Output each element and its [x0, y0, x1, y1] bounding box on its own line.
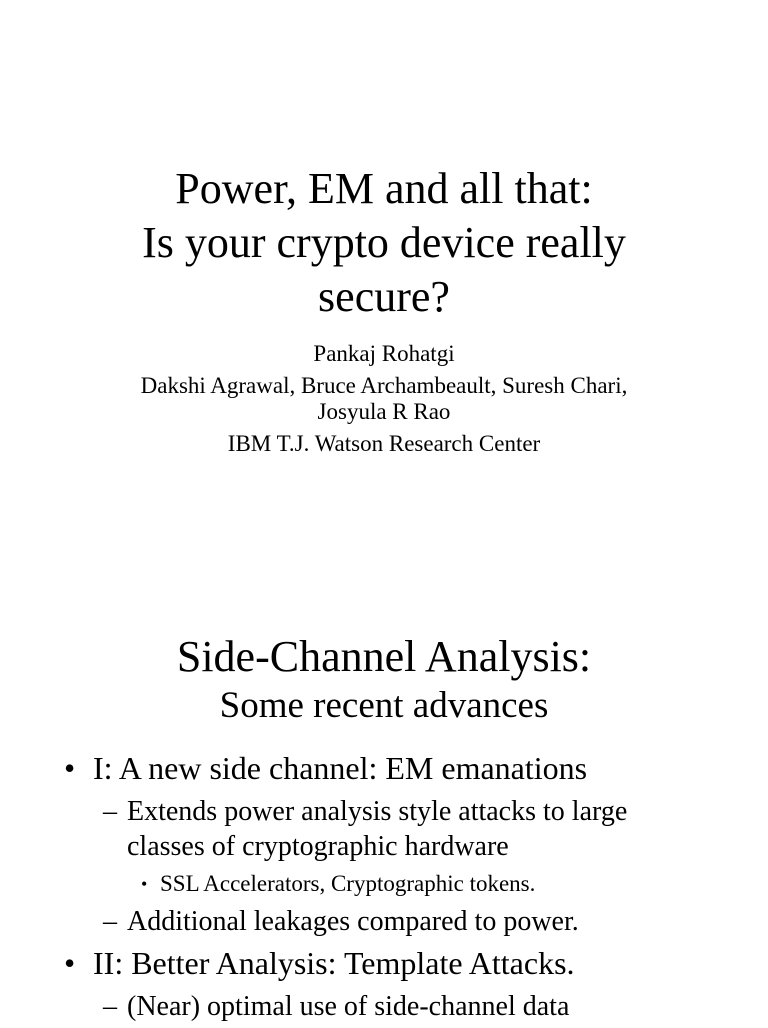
title-line: Is your crypto device really	[142, 218, 626, 267]
dash-marker: –	[103, 906, 117, 937]
bullet-text: (Near) optimal use of side-channel data	[127, 991, 570, 1022]
coauthors-line: Dakshi Agrawal, Bruce Archambeault, Suresh Chari,	[140, 373, 628, 398]
bullet-marker: •	[64, 945, 76, 981]
bullet-text: SSL Accelerators, Cryptographic tokens.	[160, 871, 536, 896]
bullet-item-level-1	[0, 748, 768, 788]
slide-subheading: Some recent advances	[219, 685, 549, 726]
title-slide	[0, 0, 768, 512]
bullet-text: Extends power analysis style attacks to large classes of cryptographic hardware	[127, 796, 628, 862]
bullet-marker: •	[141, 874, 148, 894]
slide-heading: Side-Channel Analysis:	[176, 632, 592, 681]
dash-marker: –	[103, 796, 117, 827]
bullet-text: II: Better Analysis: Template Attacks.	[93, 945, 575, 981]
bullet-item-level-2	[0, 904, 768, 939]
bullet-list	[0, 748, 768, 1028]
dash-marker: –	[103, 991, 117, 1022]
bullet-text: Additional leakages compared to power.	[127, 906, 579, 937]
bullet-text: I: A new side channel: EM emanations	[93, 750, 588, 786]
author-block	[0, 338, 768, 460]
presenter-name: Pankaj Rohatgi	[313, 341, 455, 366]
affiliation: IBM T.J. Watson Research Center	[227, 431, 541, 456]
slide-title	[0, 162, 768, 324]
coauthors-line: Josyula R Rao	[317, 399, 451, 424]
title-line: secure?	[318, 272, 450, 321]
bullet-item-level-2	[0, 989, 768, 1024]
bullet-item-level-1	[0, 943, 768, 983]
bullet-item-level-3	[0, 868, 768, 900]
bullet-item-level-2	[0, 794, 768, 864]
title-line: Power, EM and all that:	[175, 164, 593, 213]
content-slide	[0, 512, 768, 1024]
bullet-marker: •	[64, 750, 76, 786]
